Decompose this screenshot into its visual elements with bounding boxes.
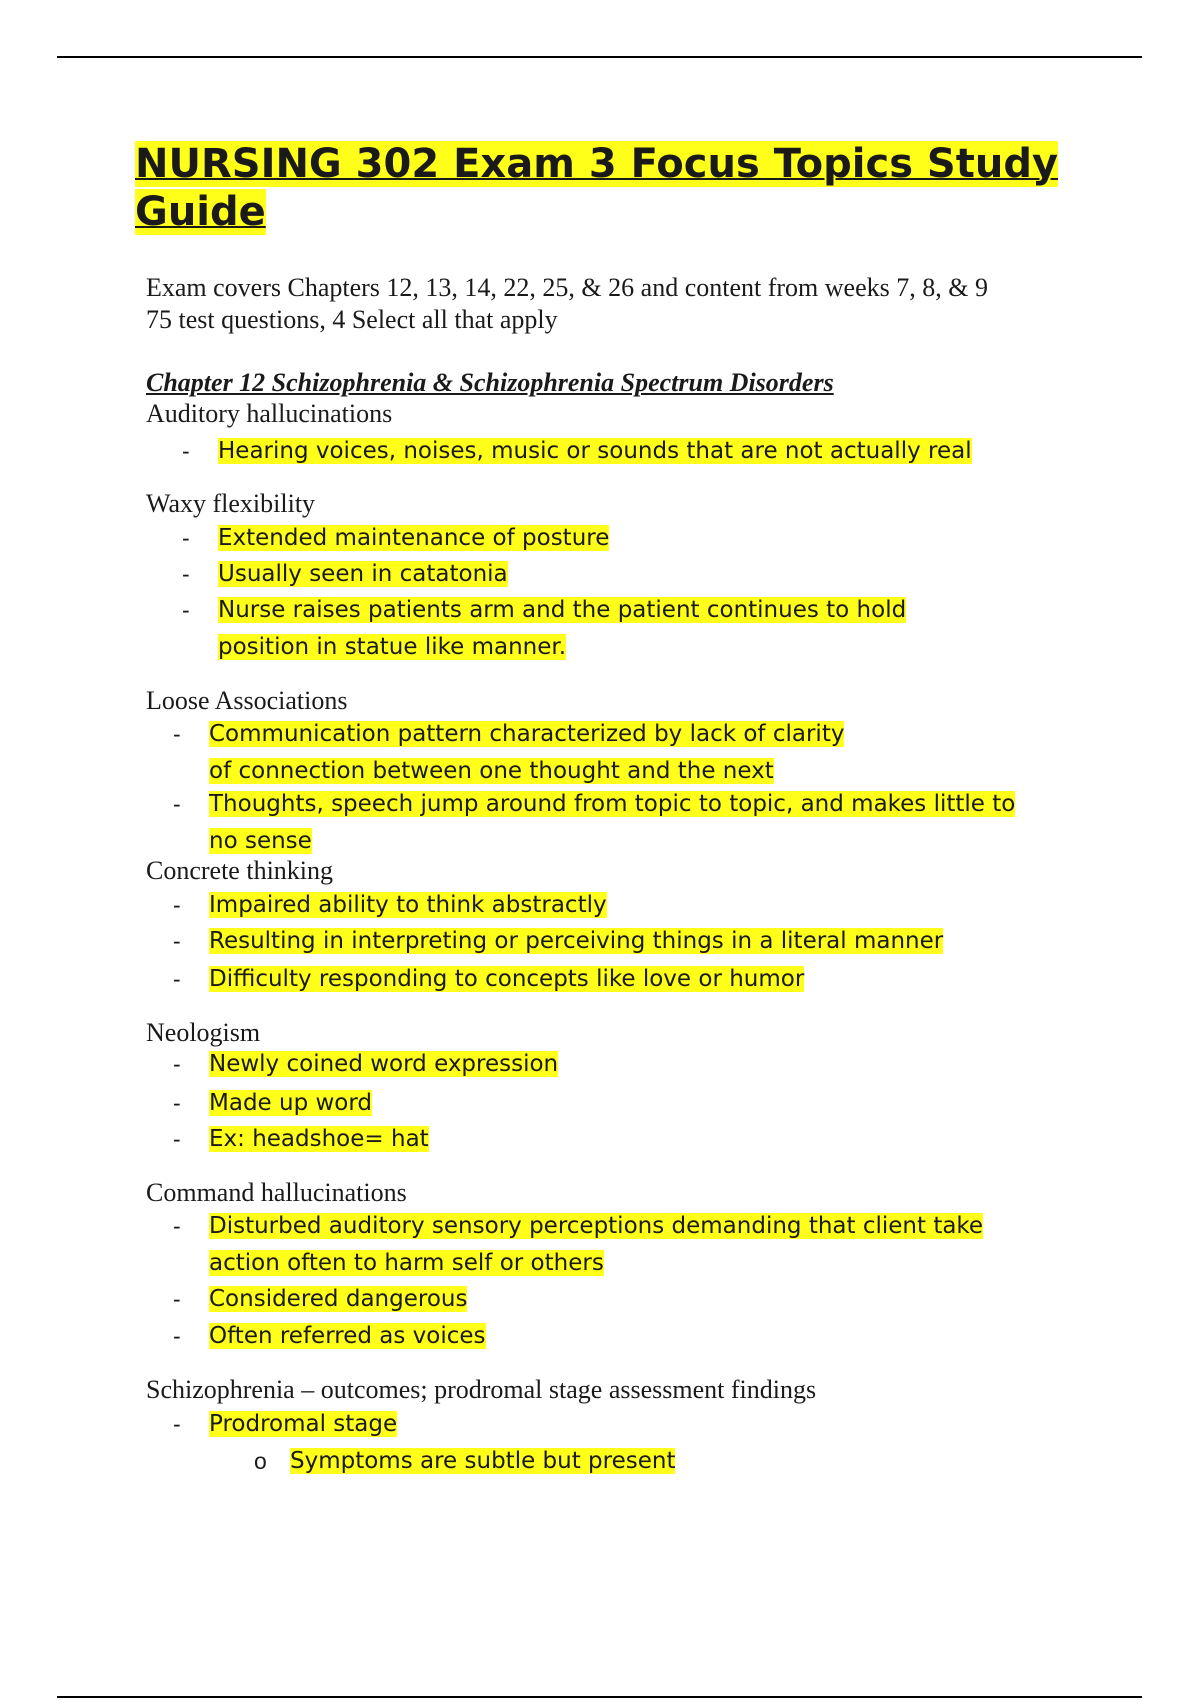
list-item: - Extended maintenance of posture bbox=[182, 525, 610, 551]
list-item: - Prodromal stage bbox=[173, 1411, 398, 1437]
list-item: - Ex: headshoe= hat bbox=[173, 1126, 429, 1152]
chapter-heading: Chapter 12 Schizophrenia & Schizophrenia Spectrum Disorders bbox=[146, 368, 834, 397]
sub-list-item: o Symptoms are subtle but present bbox=[254, 1448, 676, 1474]
list-item: - Made up word bbox=[173, 1090, 373, 1116]
section-heading-schizophrenia-outcomes: Schizophrenia – outcomes; prodromal stage assessment findings bbox=[146, 1375, 817, 1404]
section-heading-auditory-hallucinations: Auditory hallucinations bbox=[146, 399, 393, 428]
list-item: - Nurse raises patients arm and the patient continues to hold position in statue like manner. bbox=[182, 597, 907, 660]
list-item: - Difficulty responding to concepts like love or humor bbox=[173, 966, 805, 992]
list-item: - Communication pattern characterized by lack of clarity of connection between one thought and the next bbox=[173, 721, 845, 784]
list-item: - Hearing voices, noises, music or sounds that are not actually real bbox=[182, 438, 972, 464]
list-item: - Resulting in interpreting or perceiving things in a literal manner bbox=[173, 928, 944, 954]
list-item: - Considered dangerous bbox=[173, 1286, 468, 1312]
list-item: - Thoughts, speech jump around from topic to topic, and makes little to no sense bbox=[173, 791, 1016, 854]
intro-block bbox=[146, 272, 1106, 336]
list-item: - Impaired ability to think abstractly bbox=[173, 892, 607, 918]
top-rule bbox=[57, 56, 1142, 58]
list-item: - Usually seen in catatonia bbox=[182, 561, 508, 587]
list-item: - Newly coined word expression bbox=[173, 1051, 559, 1077]
section-heading-command-hallucinations: Command hallucinations bbox=[146, 1178, 407, 1207]
section-heading-neologism: Neologism bbox=[146, 1018, 261, 1047]
section-heading-loose-associations: Loose Associations bbox=[146, 686, 348, 715]
list-item: - Disturbed auditory sensory perceptions demanding that client take action often to harm self or others bbox=[173, 1213, 984, 1276]
section-heading-waxy-flexibility: Waxy flexibility bbox=[146, 489, 316, 518]
bottom-rule bbox=[57, 1696, 1142, 1698]
list-item: - Often referred as voices bbox=[173, 1323, 486, 1349]
intro-chapters-line: Exam covers Chapters 12, 13, 14, 22, 25, & 26 and content from weeks 7, 8, & 9 bbox=[146, 273, 988, 302]
section-heading-concrete-thinking: Concrete thinking bbox=[146, 856, 334, 885]
intro-questions-line: 75 test questions, 4 Select all that apply bbox=[146, 305, 558, 334]
page-title: NURSING 302 Exam 3 Focus Topics Study Guide bbox=[135, 141, 1059, 235]
